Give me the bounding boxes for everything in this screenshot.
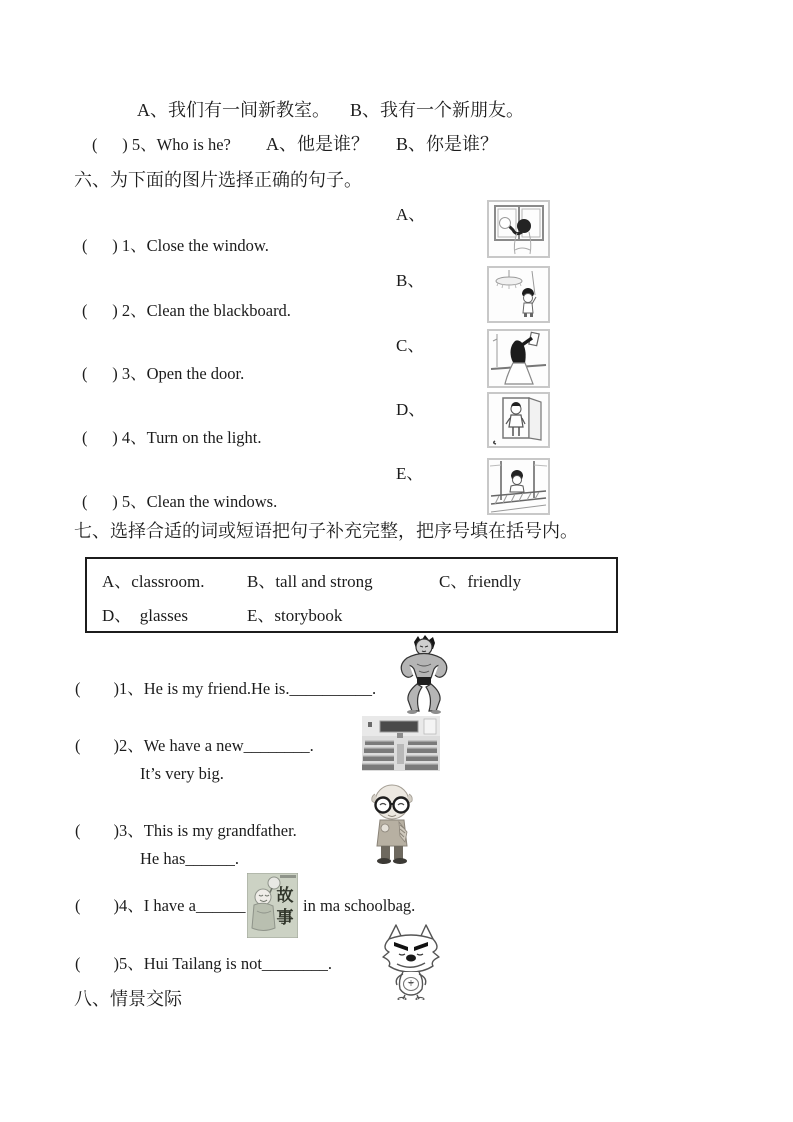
picture-label-a: A、 bbox=[396, 205, 426, 224]
storybook-cover-picture bbox=[247, 873, 298, 938]
section6-item-1: ( ) 1、Close the window. bbox=[82, 236, 269, 255]
section7-question-4-before: ( )4、I have a______ bbox=[75, 896, 246, 915]
question5-stem: ( ) 5、Who is he? bbox=[92, 135, 231, 154]
section7-question-4-after: in ma schoolbag. bbox=[303, 896, 416, 915]
girl-at-open-door-picture bbox=[487, 392, 550, 448]
storybook-title-char-2: 事 bbox=[276, 908, 294, 927]
question5-option-a: A、他是谁？ bbox=[266, 134, 369, 154]
word-bank-box bbox=[85, 557, 618, 633]
section7-question-1: ( )1、He is my friend.He is.__________. bbox=[75, 679, 377, 698]
picture-label-c: C、 bbox=[396, 336, 425, 355]
child-cleaning-window-picture bbox=[487, 200, 550, 258]
prev-question-option-a: A、我们有一间新教室。 bbox=[137, 100, 330, 120]
picture-label-d: D、 bbox=[396, 400, 426, 419]
section7-question-5: ( )5、Hui Tailang is not________. bbox=[75, 954, 333, 973]
section6-item-3: ( ) 3、Open the door. bbox=[82, 364, 245, 383]
strong-man-picture bbox=[397, 634, 451, 714]
section7-question-3: ( )3、This is my grandfather. bbox=[75, 821, 297, 840]
word-bank-item-b: B、tall and strong bbox=[247, 572, 373, 591]
section7-question-3-subline: He has______. bbox=[140, 849, 239, 868]
section6-heading: 六、为下面的图片选择正确的句子。 bbox=[74, 170, 362, 190]
word-bank-item-a: A、classroom. bbox=[102, 572, 205, 591]
boy-at-windows-picture bbox=[487, 458, 550, 515]
picture-label-e: E、 bbox=[396, 464, 424, 483]
girl-cleaning-blackboard-picture bbox=[487, 329, 550, 388]
prev-question-option-b: B、我有一个新朋友。 bbox=[350, 100, 525, 120]
word-bank-item-e: E、storybook bbox=[247, 606, 343, 625]
storybook-title-char-1: 故 bbox=[276, 886, 294, 905]
word-bank-item-d: D、 glasses bbox=[102, 606, 188, 625]
question5-option-b: B、你是谁？ bbox=[396, 134, 499, 154]
section7-heading: 七、选择合适的词或短语把句子补充完整，把序号填在括号内。 bbox=[74, 521, 578, 541]
section7-question-2: ( )2、We have a new________. bbox=[75, 736, 314, 755]
section6-item-5: ( ) 5、Clean the windows. bbox=[82, 492, 278, 511]
word-bank-item-c: C、friendly bbox=[439, 572, 522, 591]
section7-question-2-subline: It’s very big. bbox=[140, 764, 224, 783]
section6-item-2: ( ) 2、Clean the blackboard. bbox=[82, 301, 291, 320]
hui-tailang-wolf-picture bbox=[375, 922, 447, 1000]
section6-item-4: ( ) 4、Turn on the light. bbox=[82, 428, 262, 447]
classroom-photo bbox=[362, 716, 440, 771]
grandfather-with-glasses-picture bbox=[367, 780, 418, 866]
picture-label-b: B、 bbox=[396, 271, 425, 290]
section8-heading: 八、情景交际 bbox=[74, 989, 182, 1009]
child-under-ceiling-light-picture bbox=[487, 266, 550, 323]
